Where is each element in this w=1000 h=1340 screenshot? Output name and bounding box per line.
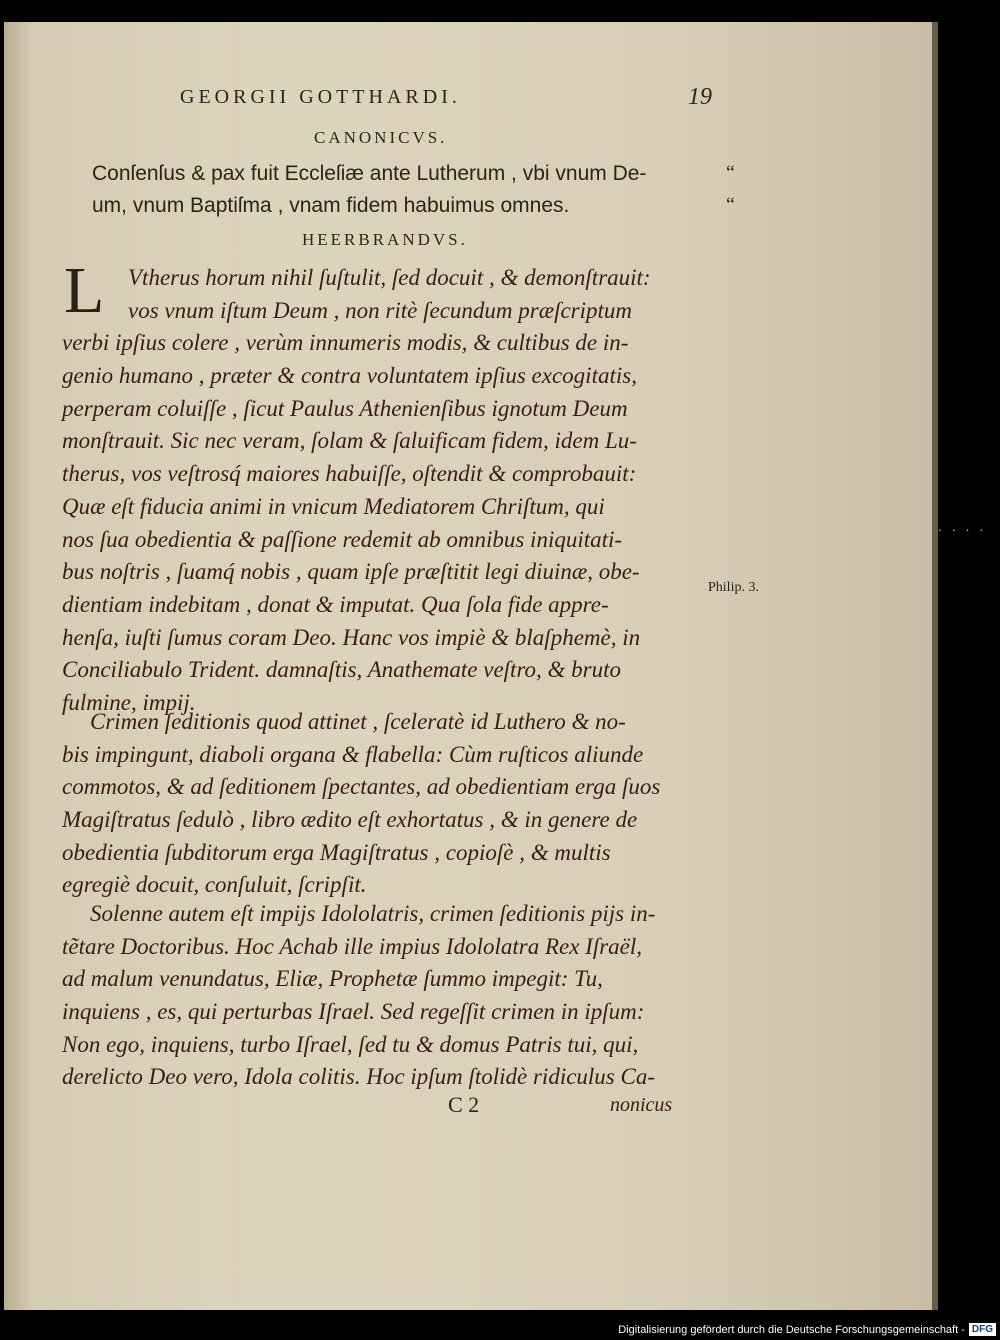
text-line: Crimen ſeditionis quod attinet , ſceleratè id Luthero & no-	[90, 709, 626, 734]
margin-note-philip: Philip. 3.	[708, 580, 759, 595]
dfg-logo-icon[interactable]: DFG	[969, 1323, 996, 1336]
quotation-mark: “	[726, 162, 735, 184]
text-line: Non ego, inquiens, turbo Iſrael, ſed tu & domus Patris tui, qui,	[62, 1031, 639, 1057]
text-line: inquiens , es, qui perturbas Iſrael. Sed regeſſit crimen in ipſum:	[62, 999, 645, 1025]
text-line: ad malum venundatus, Eliæ, Prophetæ ſummo impegit: Tu,	[62, 966, 603, 992]
text-line: dientiam indebitam , donat & imputat. Qua ſola fide appre-	[62, 591, 609, 617]
catchword: nonicus	[610, 1094, 673, 1116]
drop-cap: L	[64, 254, 105, 327]
text-line: egregiè docuit, conſuluit, ſcripſit.	[62, 872, 367, 898]
heerbrandus-paragraph-2	[62, 706, 702, 902]
text-line: perperam coluiſſe , ſicut Paulus Athenienſibus ignotum Deum	[62, 395, 628, 421]
text-line: um, vnum Baptiſma , vnam fidem habuimus omnes.	[92, 194, 570, 217]
text-line: Solenne autem eſt impijs Idololatris, crimen ſeditionis pijs in-	[90, 901, 656, 926]
page-number: 19	[688, 84, 712, 110]
text-line: nos ſua obedientia & paſſione redemit ab omnibus iniquitati-	[62, 526, 623, 552]
text-line: commotos, & ad ſeditionem ſpectantes, ad obedientiam erga ſuos	[62, 774, 661, 800]
text-line: Magiſtratus ſedulò , libro ædito eſt exhortatus , & in genere de	[62, 807, 638, 833]
quotation-mark: “	[726, 194, 735, 216]
text-line: genio humano , præter & contra voluntatem ipſius excogitatis,	[62, 363, 637, 389]
text-line: monſtrauit. Sic nec veram, ſolam & ſaluificam fidem, idem Lu-	[62, 428, 637, 454]
text-line: bus noſtris , ſuamq́ nobis , quam ipſe præſtitit legi diuinæ, obe-	[62, 559, 640, 585]
text-line: vos vnum iſtum Deum , non ritè ſecundum præſcriptum	[128, 297, 633, 323]
text-line: bis impingunt, diaboli organa & flabella: Cùm ruſticos aliunde	[62, 741, 644, 767]
speaker-canonicus: CANONICVS.	[314, 128, 448, 147]
text-line: Conciliabulo Trident. damnaſtis, Anathemate veſtro, & bruto	[62, 657, 622, 683]
signature-mark: C 2	[448, 1092, 480, 1117]
footer-credit	[618, 1323, 996, 1336]
text-line: therus, vos veſtrosq́ maiores habuiſſe, oſtendit & comprobauit:	[62, 461, 637, 487]
text-line: fulmine, impij.	[62, 689, 196, 715]
text-line: tẽtare Doctoribus. Hoc Achab ille impius Idololatra Rex Iſraël,	[62, 933, 643, 959]
text-line: derelicto Deo vero, Idola colitis. Hoc ipſum ſtolidè ridiculus Ca-	[62, 1064, 656, 1090]
text-line: Quæ eſt fiducia animi in vnicum Mediatorem Chriſtum, qui	[62, 493, 605, 519]
heerbrandus-paragraph-1	[62, 262, 702, 720]
canonicus-text	[92, 158, 712, 222]
text-line: henſa, iuſti ſumus coram Deo. Hanc vos impiè & blaſphemè, in	[62, 624, 641, 650]
text-line: verbi ipſius colere , verùm innumeris modis, & cultibus de in-	[62, 330, 629, 356]
heerbrandus-paragraph-3	[62, 898, 702, 1094]
text-line: obedientia ſubditorum erga Magiſtratus , copioſè , & multis	[62, 839, 611, 865]
page-edge	[932, 22, 938, 1310]
running-head: GEORGII GOTTHARDI.	[180, 86, 461, 108]
text-line: Conſenſus & pax fuit Eccleſiæ ante Lutherum , vbi vnum De-	[92, 162, 647, 185]
footer-text: Digitalisierung gefördert durch die Deutsche Forschungsgemeinschaft -	[618, 1323, 965, 1336]
text-line: Vtherus horum nihil ſuſtulit, ſed docuit , & demonſtrauit:	[128, 265, 651, 290]
scan-artifact-dots: ....	[938, 520, 994, 534]
speaker-heerbrandus: HEERBRANDVS.	[302, 230, 468, 249]
